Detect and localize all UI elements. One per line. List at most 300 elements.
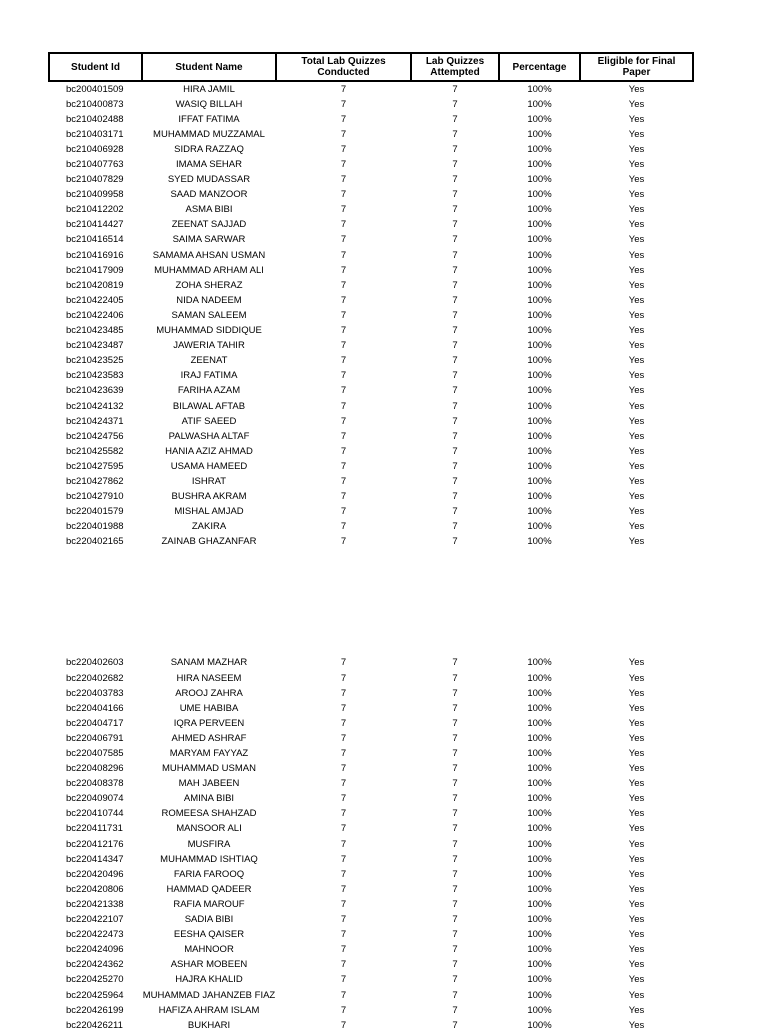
student-name-cell[interactable]: JAWERIA TAHIR <box>173 340 245 352</box>
student-id-cell[interactable]: bc220424362 <box>66 959 124 971</box>
total-quizzes-cell[interactable]: 7 <box>340 868 347 880</box>
header-eligible[interactable]: Eligible for Final Paper <box>580 53 693 81</box>
quizzes-attempted-cell[interactable]: 7 <box>452 128 458 140</box>
percentage-cell[interactable]: 100% <box>527 279 552 291</box>
total-quizzes-cell[interactable]: 7 <box>340 778 347 790</box>
total-quizzes-cell[interactable]: 7 <box>340 189 347 201</box>
eligible-cell[interactable]: Yes <box>628 853 645 865</box>
quizzes-attempted-cell[interactable]: 7 <box>452 989 458 1001</box>
eligible-cell[interactable]: Yes <box>628 944 645 956</box>
percentage-cell[interactable]: 100% <box>527 264 552 276</box>
quizzes-attempted-cell[interactable]: 7 <box>452 778 458 790</box>
percentage-cell[interactable]: 100% <box>527 400 552 412</box>
student-id-cell[interactable]: bc210420819 <box>66 279 124 291</box>
eligible-cell[interactable]: Yes <box>628 657 645 669</box>
quizzes-attempted-cell[interactable]: 7 <box>452 763 458 775</box>
quizzes-attempted-cell[interactable]: 7 <box>452 1004 458 1016</box>
student-name-cell[interactable]: PALWASHA ALTAF <box>168 430 250 442</box>
eligible-cell[interactable]: Yes <box>628 264 645 276</box>
eligible-cell[interactable]: Yes <box>628 763 645 775</box>
quizzes-attempted-cell[interactable]: 7 <box>452 748 458 760</box>
student-name-cell[interactable]: MUHAMMAD ISHTIAQ <box>160 853 258 865</box>
quizzes-attempted-cell[interactable]: 7 <box>452 460 458 472</box>
student-name-cell[interactable]: MAH JABEEN <box>178 778 240 790</box>
student-id-cell[interactable]: bc210406928 <box>66 143 124 155</box>
total-quizzes-cell[interactable]: 7 <box>340 914 347 926</box>
quizzes-attempted-cell[interactable]: 7 <box>452 294 458 306</box>
total-quizzes-cell[interactable]: 7 <box>340 929 347 941</box>
eligible-cell[interactable]: Yes <box>628 491 645 503</box>
quizzes-attempted-cell[interactable]: 7 <box>452 732 458 744</box>
student-name-cell[interactable]: SAMAN SALEEM <box>171 309 247 321</box>
eligible-cell[interactable]: Yes <box>628 883 645 895</box>
percentage-cell[interactable]: 100% <box>527 189 552 201</box>
total-quizzes-cell[interactable]: 7 <box>340 657 347 669</box>
student-name-cell[interactable]: HAMMAD QADEER <box>166 883 252 895</box>
percentage-cell[interactable]: 100% <box>527 808 552 820</box>
total-quizzes-cell[interactable]: 7 <box>340 294 347 306</box>
percentage-cell[interactable]: 100% <box>527 732 552 744</box>
student-name-cell[interactable]: SAIMA SARWAR <box>172 234 246 246</box>
student-id-cell[interactable]: bc220424096 <box>66 944 124 956</box>
eligible-cell[interactable]: Yes <box>628 279 645 291</box>
student-name-cell[interactable]: MARYAM FAYYAZ <box>169 748 249 760</box>
student-name-cell[interactable]: HAJRA KHALID <box>175 974 243 986</box>
quizzes-attempted-cell[interactable]: 7 <box>452 536 458 548</box>
percentage-cell[interactable]: 100% <box>527 838 552 850</box>
percentage-cell[interactable]: 100% <box>527 657 552 669</box>
student-name-cell[interactable]: BUKHARI <box>187 1019 231 1031</box>
percentage-cell[interactable]: 100% <box>527 1019 552 1031</box>
student-id-cell[interactable]: bc220426199 <box>66 1004 124 1016</box>
eligible-cell[interactable]: Yes <box>628 340 645 352</box>
student-id-cell[interactable]: bc220408296 <box>66 763 124 775</box>
student-name-cell[interactable]: SADIA BIBI <box>184 914 234 926</box>
student-name-cell[interactable]: AHMED ASHRAF <box>171 732 247 744</box>
student-id-cell[interactable]: bc220410744 <box>66 808 124 820</box>
student-id-cell[interactable]: bc210424132 <box>66 400 124 412</box>
percentage-cell[interactable]: 100% <box>527 340 552 352</box>
header-student-id[interactable]: Student Id <box>49 53 142 81</box>
student-name-cell[interactable]: HAFIZA AHRAM ISLAM <box>158 1004 260 1016</box>
eligible-cell[interactable]: Yes <box>628 430 645 442</box>
student-id-cell[interactable]: bc210424756 <box>66 430 124 442</box>
student-id-cell[interactable]: bc210407763 <box>66 159 124 171</box>
quizzes-attempted-cell[interactable]: 7 <box>452 159 458 171</box>
student-name-cell[interactable]: ISHRAT <box>191 475 227 487</box>
student-name-cell[interactable]: MANSOOR ALI <box>176 823 242 835</box>
student-id-cell[interactable]: bc220406791 <box>66 732 124 744</box>
student-name-cell[interactable]: AROOJ ZAHRA <box>175 687 243 699</box>
student-name-cell[interactable]: MUHAMMAD MUZZAMAL <box>153 128 265 140</box>
total-quizzes-cell[interactable]: 7 <box>340 944 347 956</box>
percentage-cell[interactable]: 100% <box>527 748 552 760</box>
total-quizzes-cell[interactable]: 7 <box>340 279 347 291</box>
student-name-cell[interactable]: NIDA NADEEM <box>176 294 242 306</box>
student-id-cell[interactable]: bc220402682 <box>66 672 124 684</box>
percentage-cell[interactable]: 100% <box>527 853 552 865</box>
student-name-cell[interactable]: MAHNOOR <box>184 944 234 956</box>
percentage-cell[interactable]: 100% <box>527 687 552 699</box>
student-id-cell[interactable]: bc220412176 <box>66 838 124 850</box>
quizzes-attempted-cell[interactable]: 7 <box>452 325 458 337</box>
student-id-cell[interactable]: bc210416916 <box>66 249 124 261</box>
percentage-cell[interactable]: 100% <box>527 385 552 397</box>
quizzes-attempted-cell[interactable]: 7 <box>452 521 458 533</box>
percentage-cell[interactable]: 100% <box>527 793 552 805</box>
total-quizzes-cell[interactable]: 7 <box>340 234 347 246</box>
quizzes-attempted-cell[interactable]: 7 <box>452 808 458 820</box>
eligible-cell[interactable]: Yes <box>628 174 645 186</box>
student-id-cell[interactable]: bc210402488 <box>66 113 124 125</box>
percentage-cell[interactable]: 100% <box>527 445 552 457</box>
student-name-cell[interactable]: BILAWAL AFTAB <box>172 400 246 412</box>
total-quizzes-cell[interactable]: 7 <box>340 672 347 684</box>
total-quizzes-cell[interactable]: 7 <box>340 445 347 457</box>
eligible-cell[interactable]: Yes <box>628 325 645 337</box>
eligible-cell[interactable]: Yes <box>628 415 645 427</box>
student-id-cell[interactable]: bc210427595 <box>66 460 124 472</box>
student-id-cell[interactable]: bc220404166 <box>66 702 124 714</box>
student-id-cell[interactable]: bc220420806 <box>66 883 124 895</box>
eligible-cell[interactable]: Yes <box>628 536 645 548</box>
student-name-cell[interactable]: SAAD MANZOOR <box>170 189 248 201</box>
header-percentage[interactable]: Percentage <box>499 53 580 81</box>
percentage-cell[interactable]: 100% <box>527 702 552 714</box>
total-quizzes-cell[interactable]: 7 <box>340 959 347 971</box>
percentage-cell[interactable]: 100% <box>527 475 552 487</box>
eligible-cell[interactable]: Yes <box>628 898 645 910</box>
eligible-cell[interactable]: Yes <box>628 83 645 95</box>
quizzes-attempted-cell[interactable]: 7 <box>452 98 458 110</box>
percentage-cell[interactable]: 100% <box>527 898 552 910</box>
total-quizzes-cell[interactable]: 7 <box>340 883 347 895</box>
quizzes-attempted-cell[interactable]: 7 <box>452 868 458 880</box>
quizzes-attempted-cell[interactable]: 7 <box>452 430 458 442</box>
student-id-cell[interactable]: bc220420496 <box>66 868 124 880</box>
total-quizzes-cell[interactable]: 7 <box>340 415 347 427</box>
eligible-cell[interactable]: Yes <box>628 234 645 246</box>
total-quizzes-cell[interactable]: 7 <box>340 98 347 110</box>
total-quizzes-cell[interactable]: 7 <box>340 385 347 397</box>
percentage-cell[interactable]: 100% <box>527 98 552 110</box>
student-name-cell[interactable]: FARIA FAROOQ <box>173 868 245 880</box>
percentage-cell[interactable]: 100% <box>527 536 552 548</box>
quizzes-attempted-cell[interactable]: 7 <box>452 823 458 835</box>
quizzes-attempted-cell[interactable]: 7 <box>452 914 458 926</box>
eligible-cell[interactable]: Yes <box>628 400 645 412</box>
total-quizzes-cell[interactable]: 7 <box>340 219 347 231</box>
student-name-cell[interactable]: HIRA NASEEM <box>176 672 242 684</box>
header-total-quizzes[interactable]: Total Lab Quizzes Conducted <box>276 53 411 81</box>
student-name-cell[interactable]: ZEENAT SAJJAD <box>171 219 247 231</box>
student-id-cell[interactable]: bc210422406 <box>66 309 124 321</box>
percentage-cell[interactable]: 100% <box>527 113 552 125</box>
student-id-cell[interactable]: bc220401579 <box>66 506 124 518</box>
student-name-cell[interactable]: BUSHRA AKRAM <box>171 491 247 503</box>
student-name-cell[interactable]: SYED MUDASSAR <box>167 174 251 186</box>
student-name-cell[interactable]: AMINA BIBI <box>183 793 235 805</box>
percentage-cell[interactable]: 100% <box>527 1004 552 1016</box>
eligible-cell[interactable]: Yes <box>628 1004 645 1016</box>
eligible-cell[interactable]: Yes <box>628 793 645 805</box>
student-id-cell[interactable]: bc220422473 <box>66 929 124 941</box>
student-id-cell[interactable]: bc210423583 <box>66 370 124 382</box>
quizzes-attempted-cell[interactable]: 7 <box>452 672 458 684</box>
total-quizzes-cell[interactable]: 7 <box>340 793 347 805</box>
total-quizzes-cell[interactable]: 7 <box>340 309 347 321</box>
student-name-cell[interactable]: HIRA JAMIL <box>183 83 235 95</box>
eligible-cell[interactable]: Yes <box>628 128 645 140</box>
percentage-cell[interactable]: 100% <box>527 778 552 790</box>
student-id-cell[interactable]: bc210425582 <box>66 445 124 457</box>
total-quizzes-cell[interactable]: 7 <box>340 174 347 186</box>
percentage-cell[interactable]: 100% <box>527 234 552 246</box>
student-id-cell[interactable]: bc210417909 <box>66 264 124 276</box>
student-name-cell[interactable]: MUHAMMAD ARHAM ALI <box>154 264 264 276</box>
student-id-cell[interactable]: bc220409074 <box>66 793 124 805</box>
eligible-cell[interactable]: Yes <box>628 460 645 472</box>
eligible-cell[interactable]: Yes <box>628 732 645 744</box>
eligible-cell[interactable]: Yes <box>628 506 645 518</box>
percentage-cell[interactable]: 100% <box>527 430 552 442</box>
quizzes-attempted-cell[interactable]: 7 <box>452 340 458 352</box>
quizzes-attempted-cell[interactable]: 7 <box>452 702 458 714</box>
total-quizzes-cell[interactable]: 7 <box>340 475 347 487</box>
total-quizzes-cell[interactable]: 7 <box>340 370 347 382</box>
eligible-cell[interactable]: Yes <box>628 204 645 216</box>
student-name-cell[interactable]: ZEENAT <box>190 355 228 367</box>
total-quizzes-cell[interactable]: 7 <box>340 853 347 865</box>
total-quizzes-cell[interactable]: 7 <box>340 808 347 820</box>
percentage-cell[interactable]: 100% <box>527 506 552 518</box>
student-id-cell[interactable]: bc220411731 <box>66 823 123 835</box>
student-name-cell[interactable]: IFFAT FATIMA <box>178 113 240 125</box>
percentage-cell[interactable]: 100% <box>527 521 552 533</box>
percentage-cell[interactable]: 100% <box>527 355 552 367</box>
student-id-cell[interactable]: bc220414347 <box>66 853 124 865</box>
quizzes-attempted-cell[interactable]: 7 <box>452 219 458 231</box>
header-quizzes-attempted[interactable]: Lab Quizzes Attempted <box>411 53 499 81</box>
eligible-cell[interactable]: Yes <box>628 445 645 457</box>
quizzes-attempted-cell[interactable]: 7 <box>452 174 458 186</box>
percentage-cell[interactable]: 100% <box>527 823 552 835</box>
student-name-cell[interactable]: EESHA QAISER <box>173 929 245 941</box>
total-quizzes-cell[interactable]: 7 <box>340 974 347 986</box>
total-quizzes-cell[interactable]: 7 <box>340 989 347 1001</box>
percentage-cell[interactable]: 100% <box>527 325 552 337</box>
total-quizzes-cell[interactable]: 7 <box>340 400 347 412</box>
student-name-cell[interactable]: FARIHA AZAM <box>177 385 241 397</box>
eligible-cell[interactable]: Yes <box>628 959 645 971</box>
total-quizzes-cell[interactable]: 7 <box>340 340 347 352</box>
student-id-cell[interactable]: bc220408378 <box>66 778 124 790</box>
student-name-cell[interactable]: SAMAMA AHSAN USMAN <box>152 249 266 261</box>
student-id-cell[interactable]: bc210409958 <box>66 189 124 201</box>
eligible-cell[interactable]: Yes <box>628 370 645 382</box>
student-id-cell[interactable]: bc210423487 <box>66 340 124 352</box>
student-name-cell[interactable]: IQRA PERVEEN <box>173 717 245 729</box>
student-id-cell[interactable]: bc220403783 <box>66 687 124 699</box>
percentage-cell[interactable]: 100% <box>527 763 552 775</box>
eligible-cell[interactable]: Yes <box>628 808 645 820</box>
eligible-cell[interactable]: Yes <box>628 838 645 850</box>
total-quizzes-cell[interactable]: 7 <box>340 732 347 744</box>
student-id-cell[interactable]: bc210422405 <box>66 294 124 306</box>
student-id-cell[interactable]: bc210416514 <box>66 234 124 246</box>
eligible-cell[interactable]: Yes <box>628 748 645 760</box>
total-quizzes-cell[interactable]: 7 <box>340 763 347 775</box>
percentage-cell[interactable]: 100% <box>527 128 552 140</box>
total-quizzes-cell[interactable]: 7 <box>340 325 347 337</box>
eligible-cell[interactable]: Yes <box>628 989 645 1001</box>
eligible-cell[interactable]: Yes <box>628 159 645 171</box>
total-quizzes-cell[interactable]: 7 <box>340 1019 347 1031</box>
student-name-cell[interactable]: USAMA HAMEED <box>170 460 248 472</box>
total-quizzes-cell[interactable]: 7 <box>340 1004 347 1016</box>
quizzes-attempted-cell[interactable]: 7 <box>452 1019 458 1031</box>
eligible-cell[interactable]: Yes <box>628 868 645 880</box>
total-quizzes-cell[interactable]: 7 <box>340 159 347 171</box>
student-id-cell[interactable]: bc210403171 <box>66 128 124 140</box>
quizzes-attempted-cell[interactable]: 7 <box>452 793 458 805</box>
quizzes-attempted-cell[interactable]: 7 <box>452 475 458 487</box>
percentage-cell[interactable]: 100% <box>527 415 552 427</box>
total-quizzes-cell[interactable]: 7 <box>340 506 347 518</box>
total-quizzes-cell[interactable]: 7 <box>340 838 347 850</box>
student-name-cell[interactable]: ATIF SAEED <box>181 415 237 427</box>
total-quizzes-cell[interactable]: 7 <box>340 521 347 533</box>
student-name-cell[interactable]: ZAINAB GHAZANFAR <box>161 536 257 548</box>
eligible-cell[interactable]: Yes <box>628 672 645 684</box>
student-name-cell[interactable]: IRAJ FATIMA <box>180 370 238 382</box>
percentage-cell[interactable]: 100% <box>527 143 552 155</box>
student-id-cell[interactable]: bc220422107 <box>66 914 124 926</box>
quizzes-attempted-cell[interactable]: 7 <box>452 491 458 503</box>
percentage-cell[interactable]: 100% <box>527 944 552 956</box>
student-id-cell[interactable]: bc210424371 <box>66 415 124 427</box>
total-quizzes-cell[interactable]: 7 <box>340 491 347 503</box>
quizzes-attempted-cell[interactable]: 7 <box>452 189 458 201</box>
student-name-cell[interactable]: HANIA AZIZ AHMAD <box>165 445 253 457</box>
percentage-cell[interactable]: 100% <box>527 294 552 306</box>
total-quizzes-cell[interactable]: 7 <box>340 113 347 125</box>
total-quizzes-cell[interactable]: 7 <box>340 204 347 216</box>
quizzes-attempted-cell[interactable]: 7 <box>452 385 458 397</box>
student-id-cell[interactable]: bc220426211 <box>66 1019 123 1031</box>
student-name-cell[interactable]: MUSFIRA <box>187 838 231 850</box>
quizzes-attempted-cell[interactable]: 7 <box>452 370 458 382</box>
percentage-cell[interactable]: 100% <box>527 989 552 1001</box>
quizzes-attempted-cell[interactable]: 7 <box>452 279 458 291</box>
quizzes-attempted-cell[interactable]: 7 <box>452 717 458 729</box>
percentage-cell[interactable]: 100% <box>527 717 552 729</box>
student-id-cell[interactable]: bc220404717 <box>66 717 124 729</box>
total-quizzes-cell[interactable]: 7 <box>340 717 347 729</box>
quizzes-attempted-cell[interactable]: 7 <box>452 83 458 95</box>
percentage-cell[interactable]: 100% <box>527 309 552 321</box>
student-name-cell[interactable]: ROMEESA SHAHZAD <box>161 808 257 820</box>
quizzes-attempted-cell[interactable]: 7 <box>452 657 458 669</box>
student-name-cell[interactable]: SANAM MAZHAR <box>170 657 248 669</box>
student-name-cell[interactable]: WASIQ BILLAH <box>175 98 243 110</box>
percentage-cell[interactable]: 100% <box>527 249 552 261</box>
student-id-cell[interactable]: bc210423485 <box>66 325 124 337</box>
student-id-cell[interactable]: bc220407585 <box>66 748 124 760</box>
percentage-cell[interactable]: 100% <box>527 672 552 684</box>
eligible-cell[interactable]: Yes <box>628 249 645 261</box>
total-quizzes-cell[interactable]: 7 <box>340 702 347 714</box>
quizzes-attempted-cell[interactable]: 7 <box>452 838 458 850</box>
eligible-cell[interactable]: Yes <box>628 355 645 367</box>
eligible-cell[interactable]: Yes <box>628 929 645 941</box>
quizzes-attempted-cell[interactable]: 7 <box>452 445 458 457</box>
quizzes-attempted-cell[interactable]: 7 <box>452 113 458 125</box>
student-name-cell[interactable]: ASHAR MOBEEN <box>170 959 248 971</box>
eligible-cell[interactable]: Yes <box>628 219 645 231</box>
quizzes-attempted-cell[interactable]: 7 <box>452 898 458 910</box>
quizzes-attempted-cell[interactable]: 7 <box>452 355 458 367</box>
quizzes-attempted-cell[interactable]: 7 <box>452 929 458 941</box>
eligible-cell[interactable]: Yes <box>628 189 645 201</box>
total-quizzes-cell[interactable]: 7 <box>340 264 347 276</box>
student-name-cell[interactable]: ZOHA SHERAZ <box>175 279 243 291</box>
eligible-cell[interactable]: Yes <box>628 98 645 110</box>
student-id-cell[interactable]: bc200401509 <box>66 83 124 95</box>
header-student-name[interactable]: Student Name <box>142 53 276 81</box>
quizzes-attempted-cell[interactable]: 7 <box>452 415 458 427</box>
eligible-cell[interactable]: Yes <box>628 309 645 321</box>
quizzes-attempted-cell[interactable]: 7 <box>452 204 458 216</box>
eligible-cell[interactable]: Yes <box>628 717 645 729</box>
quizzes-attempted-cell[interactable]: 7 <box>452 944 458 956</box>
percentage-cell[interactable]: 100% <box>527 159 552 171</box>
quizzes-attempted-cell[interactable]: 7 <box>452 143 458 155</box>
percentage-cell[interactable]: 100% <box>527 883 552 895</box>
student-name-cell[interactable]: ASMA BIBI <box>185 204 233 216</box>
total-quizzes-cell[interactable]: 7 <box>340 143 347 155</box>
eligible-cell[interactable]: Yes <box>628 113 645 125</box>
total-quizzes-cell[interactable]: 7 <box>340 355 347 367</box>
student-name-cell[interactable]: SIDRA RAZZAQ <box>174 143 244 155</box>
percentage-cell[interactable]: 100% <box>527 174 552 186</box>
percentage-cell[interactable]: 100% <box>527 868 552 880</box>
eligible-cell[interactable]: Yes <box>628 385 645 397</box>
student-id-cell[interactable]: bc220425270 <box>66 974 124 986</box>
student-id-cell[interactable]: bc220401988 <box>66 521 124 533</box>
quizzes-attempted-cell[interactable]: 7 <box>452 506 458 518</box>
quizzes-attempted-cell[interactable]: 7 <box>452 687 458 699</box>
quizzes-attempted-cell[interactable]: 7 <box>452 853 458 865</box>
student-id-cell[interactable]: bc210412202 <box>66 204 124 216</box>
student-name-cell[interactable]: MISHAL AMJAD <box>174 506 244 518</box>
total-quizzes-cell[interactable]: 7 <box>340 430 347 442</box>
total-quizzes-cell[interactable]: 7 <box>340 898 347 910</box>
quizzes-attempted-cell[interactable]: 7 <box>452 249 458 261</box>
student-name-cell[interactable]: ZAKIRA <box>191 521 227 533</box>
quizzes-attempted-cell[interactable]: 7 <box>452 264 458 276</box>
eligible-cell[interactable]: Yes <box>628 914 645 926</box>
eligible-cell[interactable]: Yes <box>628 974 645 986</box>
quizzes-attempted-cell[interactable]: 7 <box>452 974 458 986</box>
student-id-cell[interactable]: bc220425964 <box>66 989 124 1001</box>
eligible-cell[interactable]: Yes <box>628 778 645 790</box>
quizzes-attempted-cell[interactable]: 7 <box>452 309 458 321</box>
percentage-cell[interactable]: 100% <box>527 929 552 941</box>
quizzes-attempted-cell[interactable]: 7 <box>452 883 458 895</box>
total-quizzes-cell[interactable]: 7 <box>340 249 347 261</box>
student-id-cell[interactable]: bc210423525 <box>66 355 124 367</box>
